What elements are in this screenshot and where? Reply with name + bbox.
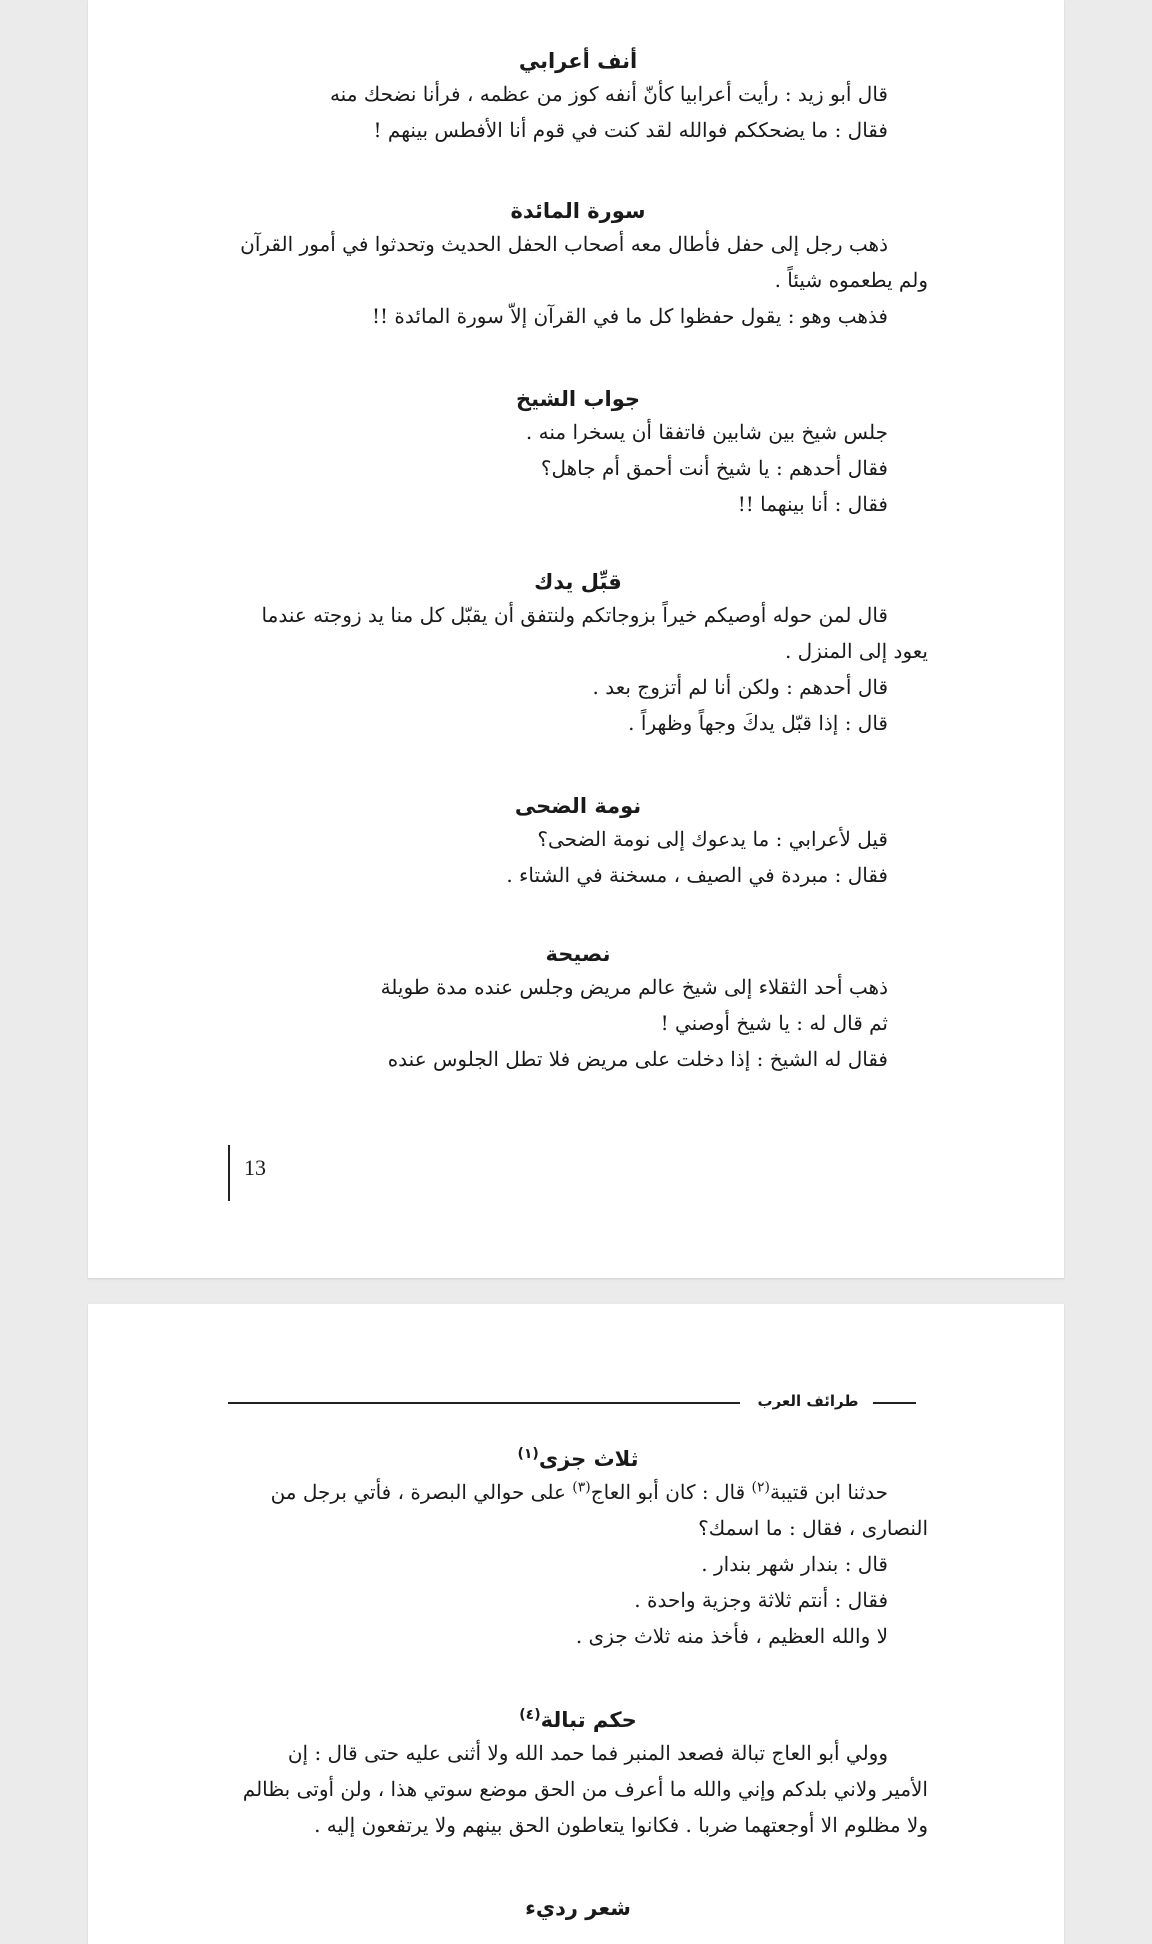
section-title: قبِّل يدك bbox=[534, 570, 622, 594]
text-line: وولي أبو العاج تبالة فصعد المنبر فما حمد الله ولا أثنى عليه حتى قال : إن bbox=[287, 1741, 888, 1765]
section-title: نومة الضحى bbox=[514, 794, 642, 818]
text-line: ذهب رجل إلى حفل فأطال معه أصحاب الحفل الحديث وتحدثوا في أمور القرآن bbox=[240, 232, 888, 256]
anecdote-bad-poetry bbox=[228, 1893, 928, 1923]
text-line: قيل لأعرابي : ما يدعوك إلى نومة الضحى؟ bbox=[537, 827, 888, 851]
text-line: ولم يطعموه شيئاً . bbox=[774, 268, 928, 292]
text-line: قال : بندار شهر بندار . bbox=[701, 1552, 888, 1576]
text-line: قال : إذا قبّل يدكَ وجهاً وظهراً . bbox=[628, 711, 888, 735]
anecdote-forenoon-nap bbox=[228, 791, 928, 893]
text-run: حدثنا ابن قتيبة bbox=[769, 1480, 888, 1504]
anecdote-three-jizyas bbox=[228, 1444, 928, 1654]
text-line: قال لمن حوله أوصيكم خيراً بزوجاتكم ولنتفق أن يقبّل كل منا يد زوجته عندما bbox=[261, 603, 888, 627]
text-line: الأمير ولاني بلدكم وإني والله ما أعرف من الحق موضع سوتي هذا ، ولن أوتى بظالم bbox=[242, 1777, 928, 1801]
text-line: فقال : أنتم ثلاثة وجزية واحدة . bbox=[634, 1588, 888, 1612]
text-run: على حوالي البصرة ، فأتي برجل من bbox=[270, 1480, 573, 1504]
footnote-marker: (٣) bbox=[572, 1479, 591, 1496]
text-line: جلس شيخ بين شابين فاتفقا أن يسخرا منه . bbox=[525, 420, 888, 444]
text-line: فقال له الشيخ : إذا دخلت على مريض فلا تطل الجلوس عنده bbox=[387, 1047, 888, 1071]
footnote-marker: (٤) bbox=[519, 1707, 541, 1723]
text-line: فقال أحدهم : يا شيخ أنت أحمق أم جاهل؟ bbox=[540, 456, 888, 480]
text-run: قال : كان أبو العاج bbox=[590, 1480, 752, 1504]
text-line: ولا مظلوم الا أوجعتهما ضربا . فكانوا يتعاطون الحق بينهم ولا يرتفعون إليه . bbox=[314, 1813, 928, 1837]
header-rule bbox=[873, 1402, 916, 1404]
text-line: ثم قال له : يا شيخ أوصني ! bbox=[660, 1011, 888, 1035]
text-line: فقال : مبردة في الصيف ، مسخنة في الشتاء . bbox=[506, 863, 888, 887]
header-rule bbox=[228, 1402, 740, 1404]
anecdote-advice bbox=[228, 939, 928, 1077]
title-text: ثلاث جزى bbox=[538, 1447, 639, 1471]
section-title: أنف أعرابي bbox=[518, 49, 638, 73]
text-line: النصارى ، فقال : ما اسمك؟ bbox=[698, 1516, 928, 1540]
running-header-title: طرائف العرب bbox=[757, 1392, 859, 1410]
text-line: فقال : أنا بينهما !! bbox=[737, 492, 888, 516]
title-text: حكم تبالة bbox=[540, 1708, 637, 1732]
section-title bbox=[228, 1705, 928, 1735]
text-line: قال أبو زيد : رأيت أعرابيا كأنّ أنفه كوز من عظمه ، فرأنا نضحك منه bbox=[329, 82, 888, 106]
anecdote-arab-nose bbox=[228, 46, 928, 148]
running-header bbox=[228, 1387, 916, 1415]
text-line: لا والله العظيم ، فأخذ منه ثلاث جزى . bbox=[575, 1624, 888, 1648]
anecdote-kiss-your-hand bbox=[228, 567, 928, 741]
section-title: جواب الشيخ bbox=[515, 387, 641, 411]
section-title: نصيحة bbox=[545, 942, 611, 966]
document-page-13 bbox=[88, 0, 1064, 1278]
anecdote-surat-al-maidah bbox=[228, 196, 928, 334]
section-title bbox=[228, 1444, 928, 1474]
footnote-marker: (١) bbox=[517, 1446, 539, 1462]
anecdote-tabala-rule bbox=[228, 1705, 928, 1843]
text-line: فقال : ما يضحككم فوالله لقد كنت في قوم أنا الأفطس بينهم ! bbox=[373, 118, 888, 142]
text-line: يعود إلى المنزل . bbox=[784, 639, 928, 663]
text-line bbox=[228, 1474, 888, 1510]
page-number: 13 bbox=[228, 1145, 266, 1201]
text-line: فذهب وهو : يقول حفظوا كل ما في القرآن إلاّ سورة المائدة !! bbox=[372, 304, 888, 328]
anecdote-sheikh-answer bbox=[228, 384, 928, 522]
section-title: شعر رديء bbox=[525, 1896, 631, 1920]
section-title: سورة المائدة bbox=[510, 199, 646, 223]
text-line: ذهب أحد الثقلاء إلى شيخ عالم مريض وجلس عنده مدة طويلة bbox=[380, 975, 888, 999]
text-line: قال أحدهم : ولكن أنا لم أتزوج بعد . bbox=[592, 675, 888, 699]
document-page-14 bbox=[88, 1304, 1064, 1944]
footnote-marker: (٢) bbox=[751, 1479, 770, 1496]
